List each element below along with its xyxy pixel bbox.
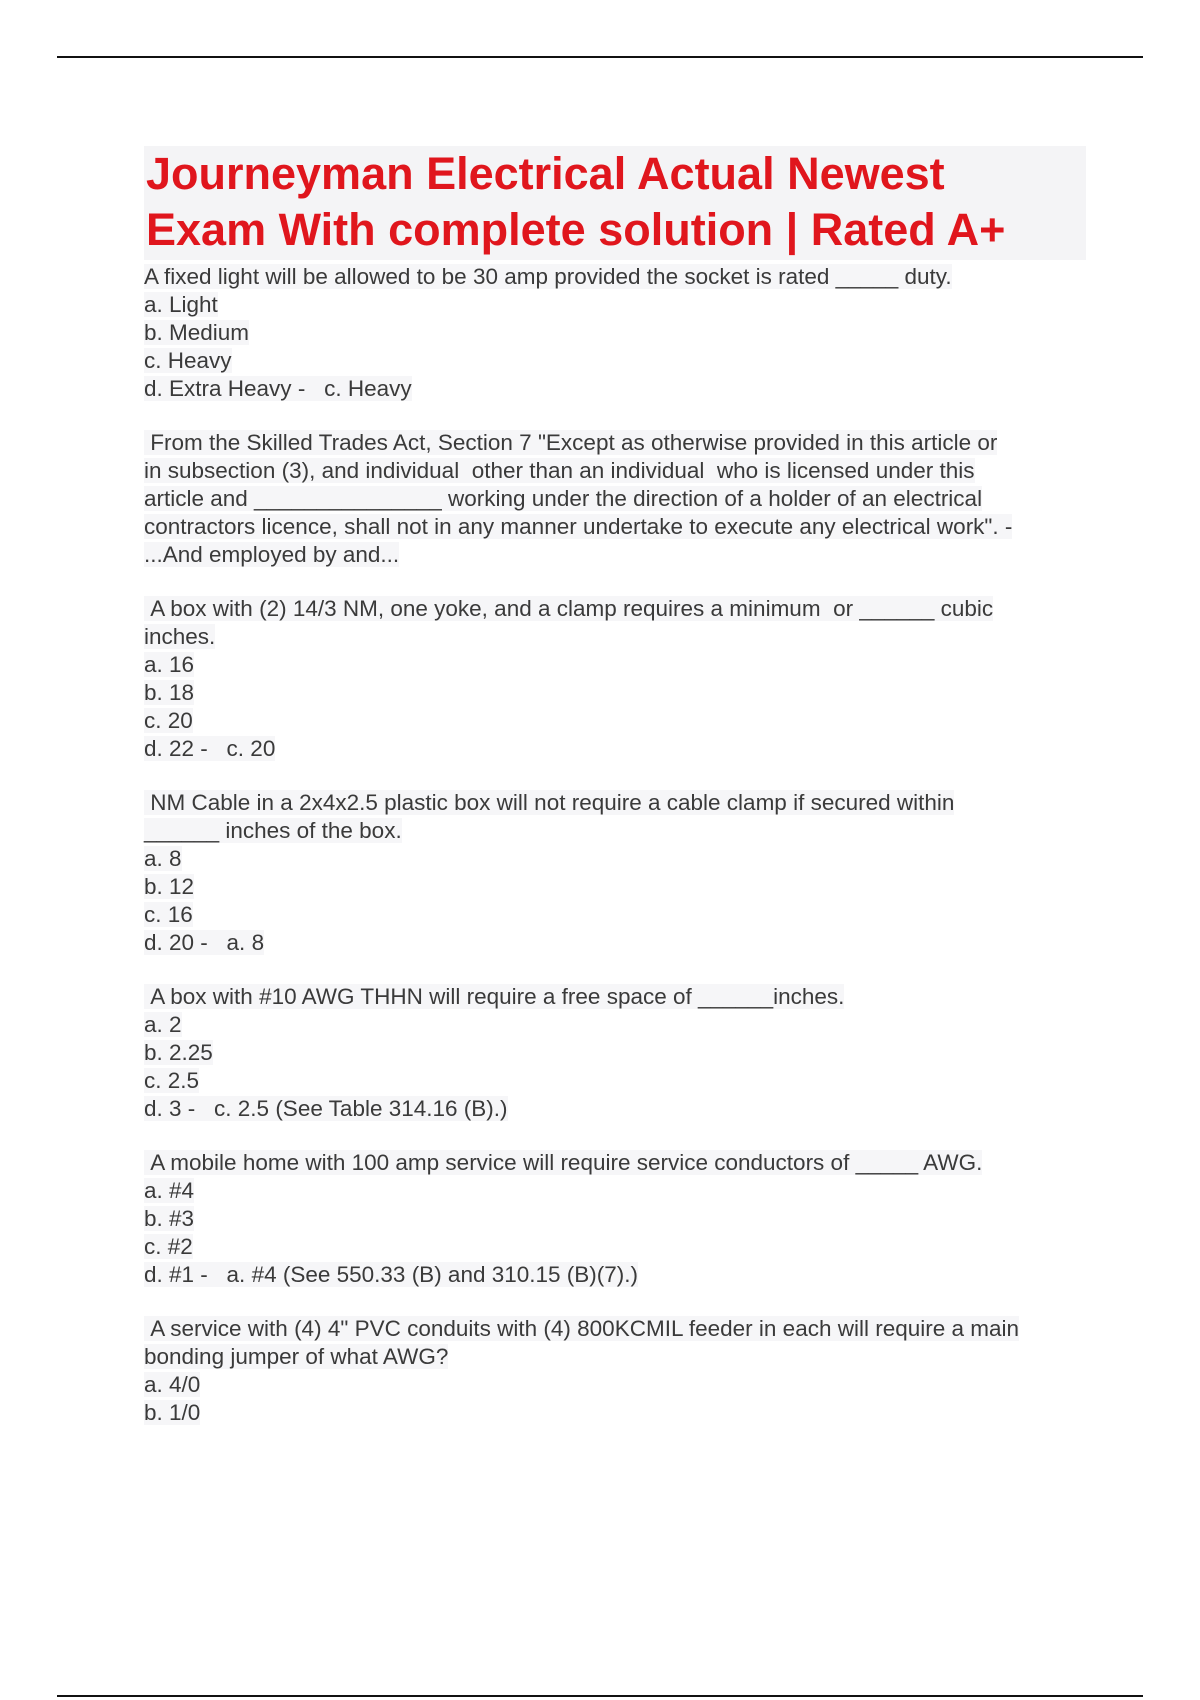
option-d: d. 20 [144,930,195,955]
question-2 [144,429,1094,569]
question-stem-line: NM Cable in a 2x4x2.5 plastic box will not require a cable clamp if secured within [144,790,955,815]
option-b: b. #3 [144,1206,195,1231]
question-6: A mobile home with 100 amp service will require service conductors of _____ AWG. a. #4 b. #3 c. #2 d. #1 - a. #4 (See 550.33 (B) and 310.15 (B)(7).) [144,1150,983,1287]
option-b: b. 1/0 [144,1400,201,1425]
option-d: d. Extra Heavy [144,376,292,401]
option-b: b. 18 [144,680,195,705]
question-stem: A fixed light will be allowed to be 30 amp provided the socket is rated _____ duty. [144,264,952,289]
bottom-rule [57,1695,1143,1697]
question-stem-line: article and _______________ working under the direction of a holder of an electrical [144,486,983,511]
question-1: A fixed light will be allowed to be 30 amp provided the socket is rated _____ duty. a. Light b. Medium c. Heavy d. Extra Heavy - c. Heavy [144,264,952,401]
question-stem-line: A mobile home with 100 amp service will require service conductors of _____ AWG. [144,1150,983,1175]
question-stem-line: A box with (2) 14/3 NM, one yoke, and a clamp requires a minimum or ______ cubic [144,596,994,621]
question-stem-line: A box with #10 AWG THHN will require a free space of ______inches. [144,984,845,1009]
question-stem-line: inches. [144,624,216,649]
option-c: c. 2.5 [144,1068,200,1093]
option-d: d. 22 [144,736,195,761]
question-5: A box with #10 AWG THHN will require a free space of ______inches. a. 2 b. 2.25 c. 2.5 d. 3 - c. 2.5 (See Table 314.16 (B).) [144,984,845,1121]
question-stem-line: ______ inches of the box. [144,818,402,843]
answer: a. 8 [226,930,265,955]
option-c: c. 20 [144,708,193,733]
option-c: c. #2 [144,1234,193,1259]
title-line-2: Exam With complete solution | Rated A+ [146,204,1006,255]
option-a: a. 2 [144,1012,182,1037]
question-4: NM Cable in a 2x4x2.5 plastic box will not require a cable clamp if secured within ______ inches of the box. a. 8 b. 12 c. 16 d. 20 - a. 8 [144,790,955,955]
title-line-1: Journeyman Electrical Actual Newest [146,148,945,199]
option-c: c. Heavy [144,348,232,373]
question-stem-line: bonding jumper of what AWG? [144,1344,449,1369]
option-d: d. #1 [144,1262,195,1287]
answer: c. 20 [226,736,276,761]
option-a: a. Light [144,292,218,317]
option-d: d. 3 [144,1096,182,1121]
top-rule [57,56,1143,58]
question-3: A box with (2) 14/3 NM, one yoke, and a clamp requires a minimum or ______ cubic inches. a. 16 b. 18 c. 20 d. 22 - c. 20 [144,596,994,761]
question-stem-line: From the Skilled Trades Act, Section 7 "Except as otherwise provided in this article or [144,430,998,455]
option-a: a. 4/0 [144,1372,201,1397]
option-a: a. 16 [144,652,195,677]
option-a: a. #4 [144,1178,195,1203]
question-stem-line: in subsection (3), and individual other than an individual who is licensed under this [144,458,975,483]
question-7 [144,1315,1094,1427]
answer: c. Heavy [324,376,412,401]
option-a: a. 8 [144,846,182,871]
answer: ...And employed by and... [144,542,400,567]
option-b: b. Medium [144,320,250,345]
option-b: b. 12 [144,874,195,899]
answer: c. 2.5 (See Table 314.16 (B).) [214,1096,508,1121]
document-title [144,146,1086,260]
document-body [144,146,1094,1453]
answer: a. #4 (See 550.33 (B) and 310.15 (B)(7).) [226,1262,639,1287]
question-stem-line: A service with (4) 4" PVC conduits with (4) 800KCMIL feeder in each will require a main [144,1316,1020,1341]
question-stem-line: contractors licence, shall not in any manner undertake to execute any electrical work". - [144,514,1013,539]
option-b: b. 2.25 [144,1040,213,1065]
option-c: c. 16 [144,902,193,927]
